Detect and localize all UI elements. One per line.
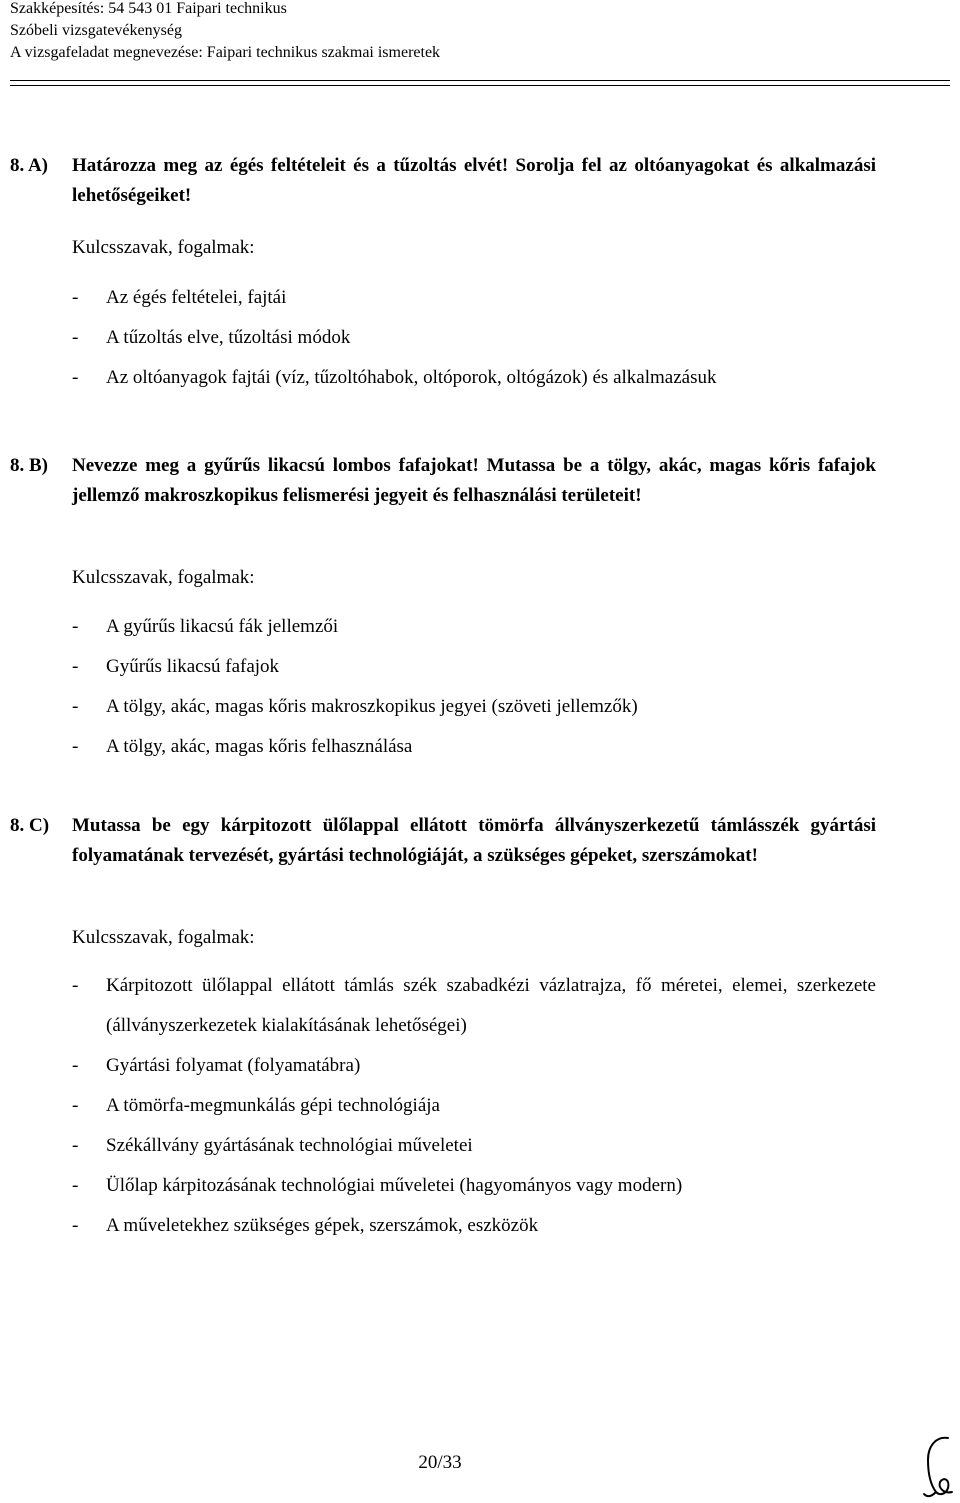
question-8b xyxy=(10,451,876,511)
question-8b-number: 8. B) xyxy=(10,455,48,476)
list-item-text: A műveletekhez szükséges gépek, szerszámok, eszközök xyxy=(106,1215,539,1236)
question-8b-text: Nevezze meg a gyűrűs likacsú lombos fafajokat! Mutassa be a tölgy, akác, magas kőris fafajok jellemző makroszkopikus felismerési jegyeit és felhasználási területeit! xyxy=(72,455,876,506)
list-item xyxy=(72,687,876,727)
list-item-text: Gyártási folyamat (folyamatábra) xyxy=(106,1055,361,1076)
header-task-name: A vizsgafeladat megnevezése: Faipari technikus szakmai ismeretek xyxy=(10,44,441,61)
list-dash: - xyxy=(72,1215,79,1236)
keywords-list-8a xyxy=(72,278,876,398)
list-item-text: A gyűrűs likacsú fák jellemzői xyxy=(106,616,339,637)
list-dash: - xyxy=(72,1135,79,1156)
keywords-label-8c: Kulcsszavak, fogalmak: xyxy=(72,927,255,948)
list-item xyxy=(72,966,876,1046)
keywords-list-8c xyxy=(72,966,876,1246)
list-item xyxy=(72,1206,876,1246)
question-8a-number: 8. A) xyxy=(10,155,48,176)
list-dash: - xyxy=(72,616,79,637)
list-dash: - xyxy=(72,1095,79,1116)
list-item xyxy=(72,607,876,647)
page-number: 20/33 xyxy=(418,1452,462,1473)
list-dash: - xyxy=(72,1175,79,1196)
list-item-text: A tölgy, akác, magas kőris makroszkopikus jegyei (szöveti jellemzők) xyxy=(106,696,638,717)
keywords-list-8b xyxy=(72,607,876,767)
header-exam-activity: Szóbeli vizsgatevékenység xyxy=(10,22,182,39)
list-item xyxy=(72,278,876,318)
list-item-text: A tűzoltás elve, tűzoltási módok xyxy=(106,327,351,348)
list-item-text: Gyűrűs likacsú fafajok xyxy=(106,656,280,677)
list-dash: - xyxy=(72,656,79,677)
list-item xyxy=(72,727,876,767)
list-item-text: Székállvány gyártásának technológiai műveletei xyxy=(106,1135,473,1156)
list-item xyxy=(72,1046,876,1086)
list-item-text: Az égés feltételei, fajtái xyxy=(106,287,287,308)
list-dash: - xyxy=(72,975,79,996)
question-8c-text: Mutassa be egy kárpitozott ülőlappal ellátott tömörfa állványszerkezetű támlásszék gyártási folyamatának tervezését, gyártási technológiáját, a szükséges gépeket, szerszámokat! xyxy=(72,815,876,866)
question-8c xyxy=(10,811,876,871)
list-item xyxy=(72,1086,876,1126)
list-dash: - xyxy=(72,696,79,717)
list-dash: - xyxy=(72,287,79,308)
list-item xyxy=(72,318,876,358)
list-item xyxy=(72,1126,876,1166)
question-8c-number: 8. C) xyxy=(10,815,50,836)
question-8a-text: Határozza meg az égés feltételeit és a tűzoltás elvét! Sorolja fel az oltóanyagokat és alkalmazási lehetőségeiket! xyxy=(72,155,876,206)
list-dash: - xyxy=(72,367,79,388)
question-8a xyxy=(10,151,876,211)
list-item-text: Kárpitozott ülőlappal ellátott támlás szék szabadkézi vázlatrajza, fő méretei, elemei, szerkezete (állványszerkezetek kialakításának lehetőségei) xyxy=(106,975,876,1036)
list-item-text: Ülőlap kárpitozásának technológiai műveletei (hagyományos vagy modern) xyxy=(106,1175,683,1196)
list-dash: - xyxy=(72,1055,79,1076)
list-item xyxy=(72,647,876,687)
header-qualification: Szakképesítés: 54 543 01 Faipari technikus xyxy=(10,0,287,17)
handwritten-signature xyxy=(918,1432,960,1500)
list-item-text: A tölgy, akác, magas kőris felhasználása xyxy=(106,736,413,757)
list-item-text: Az oltóanyagok fajtái (víz, tűzoltóhabok, oltóporok, oltógázok) és alkalmazásuk xyxy=(106,367,717,388)
document-header xyxy=(10,0,440,64)
header-rule-bottom xyxy=(10,85,950,86)
list-item xyxy=(72,358,876,398)
list-item xyxy=(72,1166,876,1206)
keywords-label-8b: Kulcsszavak, fogalmak: xyxy=(72,567,255,588)
keywords-label-8a: Kulcsszavak, fogalmak: xyxy=(72,237,255,258)
list-item-text: A tömörfa-megmunkálás gépi technológiája xyxy=(106,1095,440,1116)
list-dash: - xyxy=(72,736,79,757)
header-rule-top xyxy=(10,80,950,81)
list-dash: - xyxy=(72,327,79,348)
